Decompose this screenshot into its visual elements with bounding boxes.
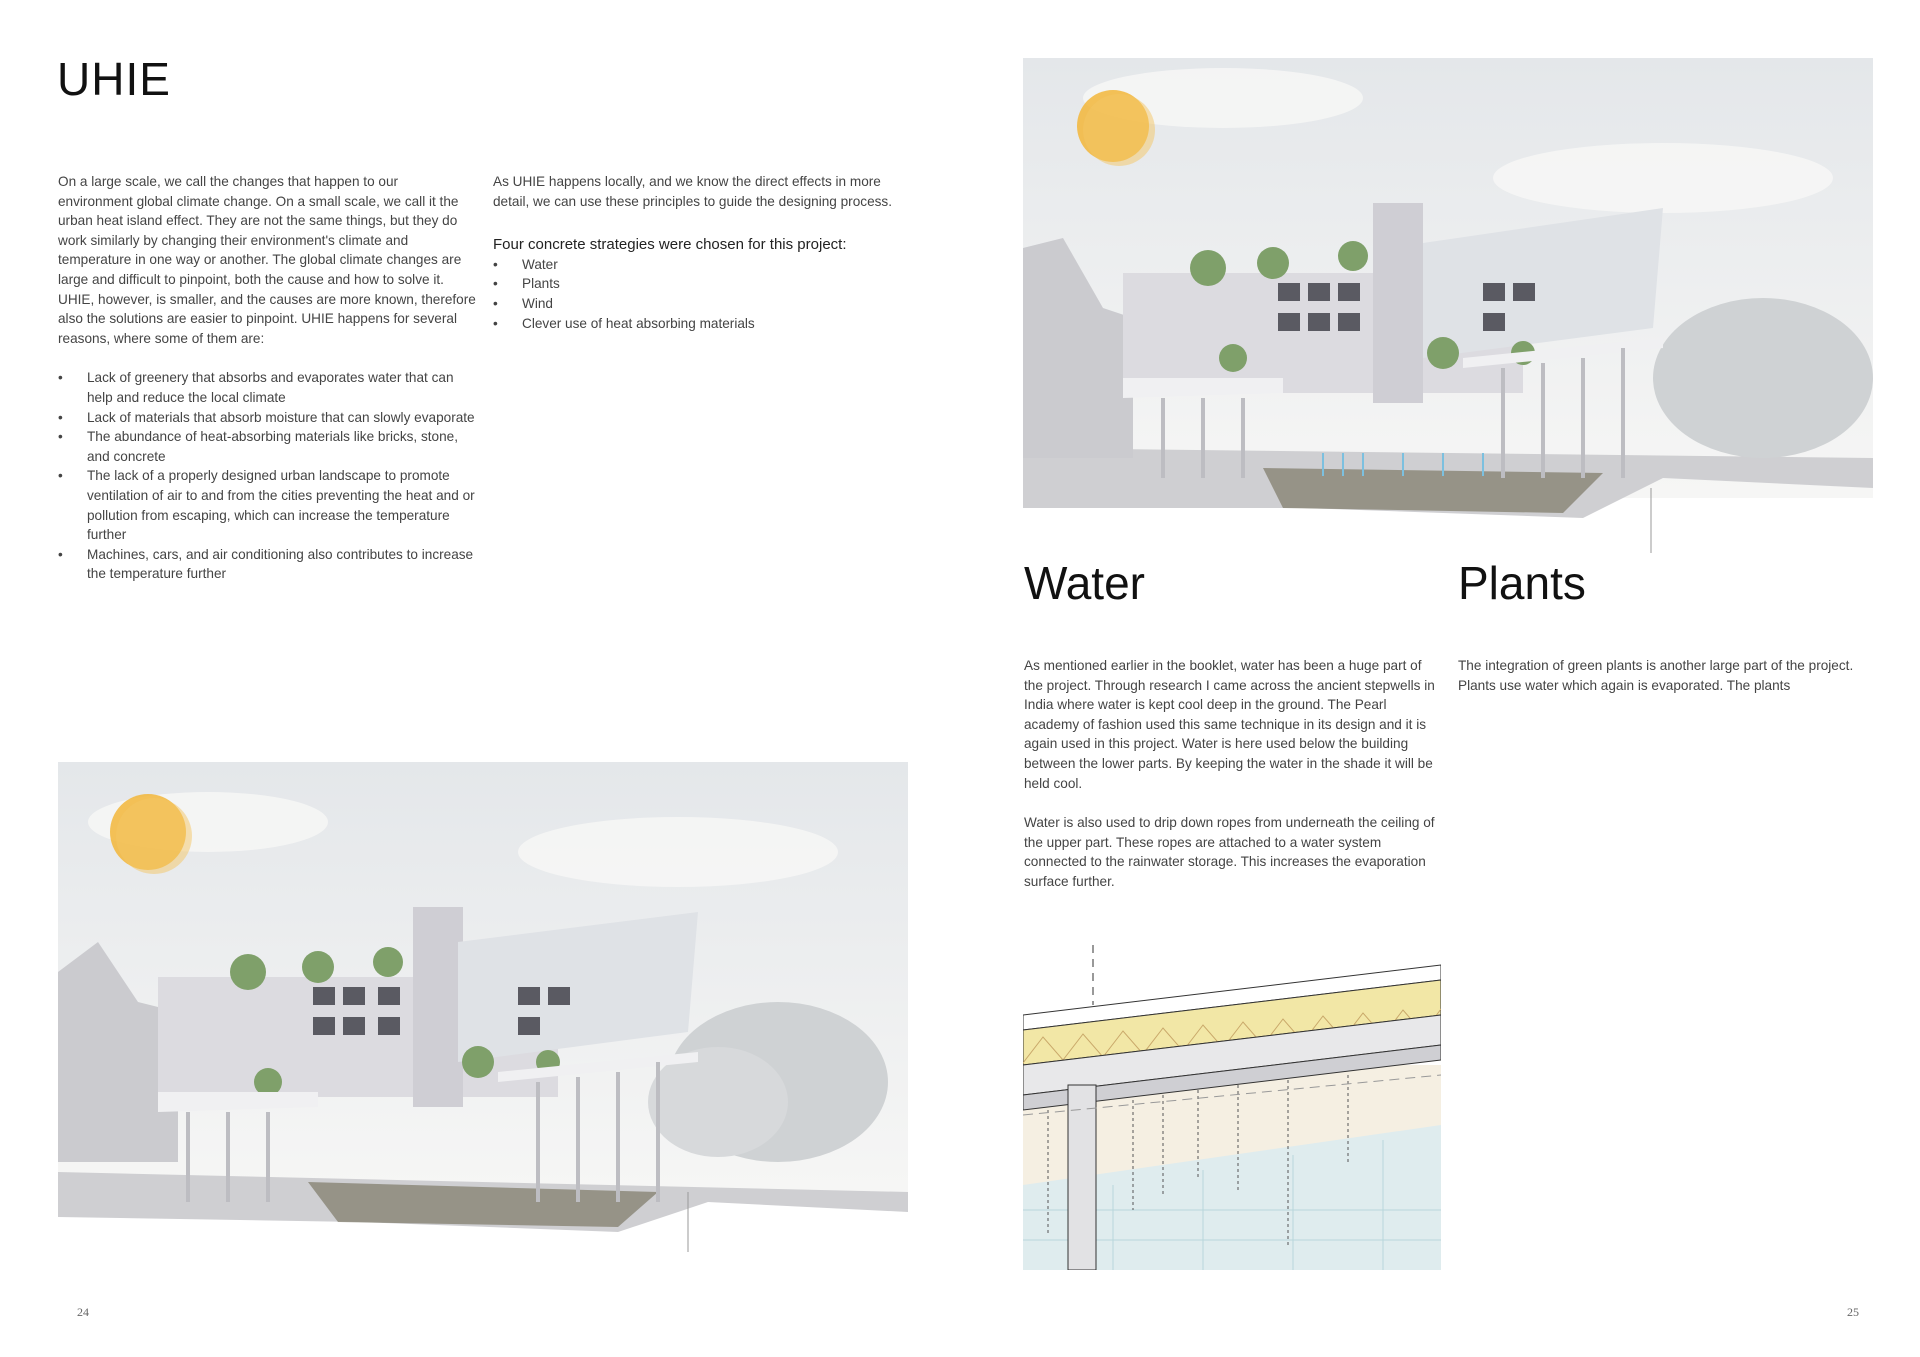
list-item: • Wind [493, 294, 903, 314]
water-column [1024, 656, 1442, 892]
page-number-right: 25 [1847, 1305, 1859, 1319]
strategy-column [493, 172, 903, 333]
strategies-list [493, 255, 903, 333]
causes-list [58, 368, 476, 584]
list-item: • Water [493, 255, 903, 275]
page-title: UHIE [57, 53, 171, 105]
intro-column [58, 172, 476, 584]
section-detail-drawing [1023, 945, 1441, 1270]
page-number-left: 24 [77, 1305, 89, 1319]
plants-paragraph: The integration of green plants is another large part of the project. Plants use water which again is evaporated. The plants [1458, 658, 1854, 693]
strategies-heading: Four concrete strategies were chosen for this project: [493, 236, 847, 254]
list-item: • Lack of materials that absorb moisture that can slowly evaporate [58, 408, 476, 428]
guide-paragraph: As UHIE happens locally, and we know the direct effects in more detail, we can use these principles to guide the designing process. [493, 174, 892, 209]
list-item: • Machines, cars, and air conditioning also contributes to increase the temperature further [58, 545, 476, 584]
water-heading: Water [1024, 557, 1145, 609]
water-paragraph: Water is also used to drip down ropes from underneath the ceiling of the upper part. These ropes are attached to a water system connected to the rainwater storage. This increases the evaporation surface further. [1024, 815, 1435, 889]
list-item: • Clever use of heat absorbing materials [493, 314, 903, 334]
intro-paragraph: On a large scale, we call the changes that happen to our environment global climate change. On a small scale, we call it the urban heat island effect. They are not the same things, but they do work similarly by changing their environment's climate and temperature in one way or another. The global climate changes are large and difficult to pinpoint, both the cause and how to solve it. UHIE, however, is smaller, and the causes are more known, therefore also the solutions are easier to pinpoint. UHIE happens for several reasons, where some of them are: [58, 174, 476, 346]
water-paragraph: As mentioned earlier in the booklet, water has been a huge part of the project. Through research I came across the ancient stepwells in India where water is kept cool deep in the ground. The Pearl academy of fashion used this same technique in its design and it is again used in this project. Water is here used below the building between the lower parts. By keeping the water in the shade it will be held cool. [1024, 658, 1435, 791]
plants-column [1458, 656, 1876, 695]
list-item: • Lack of greenery that absorbs and evaporates water that can help and reduce the local climate [58, 368, 476, 407]
list-item: • The lack of a properly designed urban landscape to promote ventilation of air to and from the cities preventing the heat and or pollution from escaping, which can increase the temperature further [58, 466, 476, 544]
building-rendering-right [1023, 58, 1873, 558]
list-item: • Plants [493, 274, 903, 294]
plants-heading: Plants [1458, 557, 1586, 609]
list-item: • The abundance of heat-absorbing materials like bricks, stone, and concrete [58, 427, 476, 466]
building-rendering-left [58, 762, 908, 1252]
